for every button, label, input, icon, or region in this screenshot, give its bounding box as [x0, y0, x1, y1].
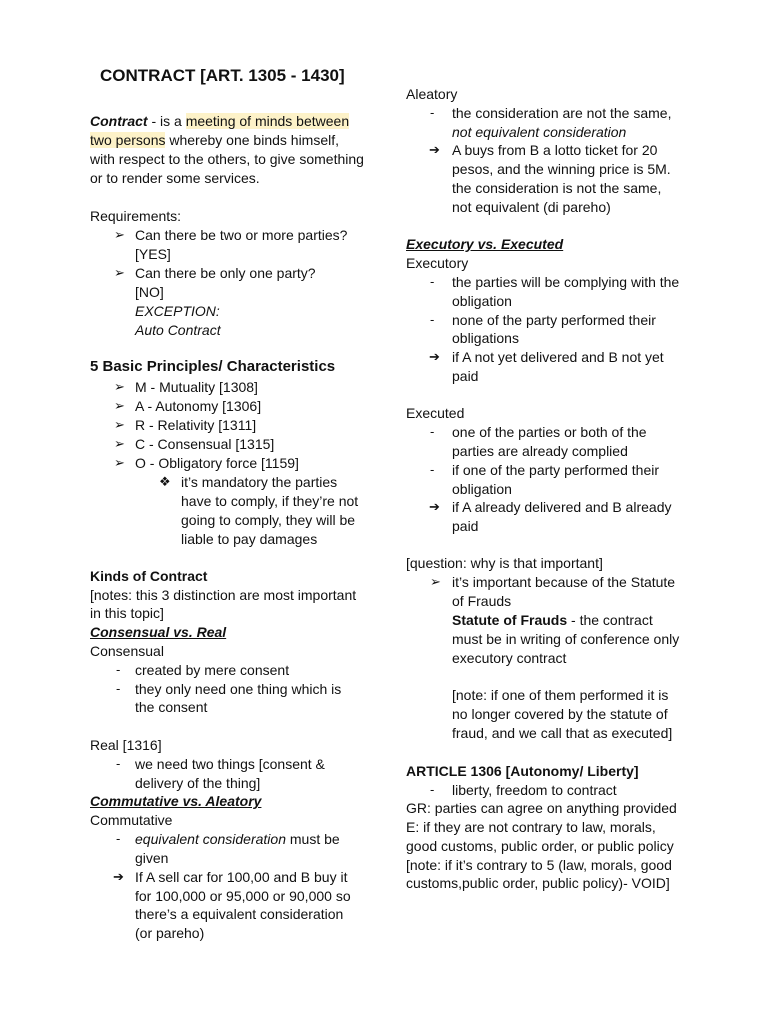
chevron-bullet-icon: ➢ — [114, 436, 125, 451]
executory-example: if A not yet delivered and B not yet — [452, 349, 664, 365]
statute-of-frauds-line: executory contract — [452, 650, 567, 666]
consensual-item: the consent — [135, 699, 208, 715]
executed-example: paid — [452, 518, 479, 534]
executed-item: obligation — [452, 481, 512, 497]
obligatory-note: it’s mandatory the parties — [181, 474, 338, 490]
executed-item: parties are already complied — [452, 443, 628, 459]
chevron-bullet-icon: ➢ — [114, 227, 125, 242]
dash-bullet: - — [430, 105, 435, 120]
executed-label: Executed — [406, 405, 465, 421]
obligatory-note: have to comply, if they’re not — [181, 493, 359, 509]
chevron-bullet-icon: ➢ — [430, 574, 441, 589]
kinds-note: [notes: this 3 distinction are most important — [90, 587, 357, 603]
page-title: CONTRACT [ART. 1305 - 1430] — [100, 66, 345, 85]
requirement-item: Can there be two or more parties? — [135, 227, 348, 243]
commutative-example: for 100,000 or 95,000 or 90,000 so — [135, 888, 351, 904]
executed-item: if one of the party performed their — [452, 462, 659, 478]
aleatory-example: not equivalent (di pareho) — [452, 199, 611, 215]
statute-of-frauds: Statute of Frauds - the contract — [452, 612, 653, 628]
commutative-item: equivalent consideration must be — [135, 831, 340, 847]
requirement-answer: [NO] — [135, 284, 164, 300]
diamond-bullet-icon: ❖ — [159, 474, 171, 489]
definition-line4: or to render some services. — [90, 170, 260, 186]
requirement-exception-detail: Auto Contract — [135, 322, 221, 338]
requirement-answer: [YES] — [135, 246, 171, 262]
arrow-bullet-icon: ➔ — [429, 349, 440, 364]
dash-bullet: - — [430, 274, 435, 289]
dash-bullet: - — [116, 756, 121, 771]
consensual-label: Consensual — [90, 643, 164, 659]
aleatory-item: the consideration are not the same, — [452, 105, 672, 121]
chevron-bullet-icon: ➢ — [114, 455, 125, 470]
dash-bullet: - — [116, 662, 121, 677]
principles-heading: 5 Basic Principles/ Characteristics — [90, 358, 336, 375]
article-line: E: if they are not contrary to law, morals, — [406, 819, 656, 835]
dash-bullet: - — [430, 462, 435, 477]
principle-item: R - Relativity [1311] — [135, 417, 257, 433]
executed-example: if A already delivered and B already — [452, 499, 672, 515]
executory-item: obligation — [452, 293, 512, 309]
arrow-bullet-icon: ➔ — [429, 499, 440, 514]
arrow-bullet-icon: ➔ — [429, 142, 440, 157]
kinds-heading: Kinds of Contract — [90, 568, 208, 584]
commutative-example: there’s a equivalent consideration — [135, 906, 344, 922]
note-line: no longer covered by the statute of — [452, 706, 668, 722]
question-answer: of Frauds — [452, 593, 512, 609]
consensual-real-heading: Consensual vs. Real — [90, 624, 227, 640]
executory-example: paid — [452, 368, 479, 384]
executory-item: the parties will be complying with the — [452, 274, 680, 290]
principle-item: C - Consensual [1315] — [135, 436, 275, 452]
obligatory-note: going to comply, they will be — [181, 512, 356, 528]
aleatory-label: Aleatory — [406, 86, 458, 102]
consensual-item: they only need one thing which is — [135, 681, 342, 697]
note-line: fraud, and we call that as executed] — [452, 725, 673, 741]
executory-executed-heading: Executory vs. Executed — [406, 236, 564, 252]
chevron-bullet-icon: ➢ — [114, 398, 125, 413]
definition-line3: with respect to the others, to give something — [90, 151, 364, 167]
note-line: [note: if one of them performed it is — [452, 687, 669, 703]
principle-item: O - Obligatory force [1159] — [135, 455, 299, 471]
aleatory-example: A buys from B a lotto ticket for 20 — [452, 142, 658, 158]
executory-item: obligations — [452, 330, 519, 346]
commutative-aleatory-heading: Commutative vs. Aleatory — [90, 793, 262, 809]
statute-of-frauds-line: must be in writing of conference only — [452, 631, 680, 647]
commutative-example: If A sell car for 100,00 and B buy it — [135, 869, 348, 885]
principle-item: A - Autonomy [1306] — [135, 398, 262, 414]
question-note: [question: why is that important] — [406, 555, 603, 571]
dash-bullet: - — [430, 312, 435, 327]
commutative-label: Commutative — [90, 812, 173, 828]
real-item: delivery of the thing] — [135, 775, 261, 791]
real-item: we need two things [consent & — [135, 756, 325, 772]
requirement-item: Can there be only one party? — [135, 265, 316, 281]
article-item: liberty, freedom to contract — [452, 782, 617, 798]
executory-label: Executory — [406, 255, 469, 271]
question-answer: it’s important because of the Statute — [452, 574, 676, 590]
article-line: [note: if it’s contrary to 5 (law, morals, good — [406, 857, 672, 873]
kinds-note: in this topic] — [90, 605, 164, 621]
arrow-bullet-icon: ➔ — [113, 869, 124, 884]
dash-bullet: - — [430, 782, 435, 797]
dash-bullet: - — [430, 424, 435, 439]
contract-definition: Contract - is a meeting of minds between — [90, 113, 350, 129]
chevron-bullet-icon: ➢ — [114, 417, 125, 432]
chevron-bullet-icon: ➢ — [114, 265, 125, 280]
aleatory-example: the consideration is not the same, — [452, 180, 662, 196]
dash-bullet: - — [116, 831, 121, 846]
executory-item: none of the party performed their — [452, 312, 656, 328]
executed-item: one of the parties or both of the — [452, 424, 647, 440]
aleatory-example: pesos, and the winning price is 5M. — [452, 161, 671, 177]
commutative-example: (or pareho) — [135, 925, 205, 941]
article-line: good customs, public order, or public policy — [406, 838, 674, 854]
commutative-item: given — [135, 850, 169, 866]
article-line: customs,public order, public policy)- VOID] — [406, 875, 670, 891]
real-label: Real [1316] — [90, 737, 162, 753]
obligatory-note: liable to pay damages — [181, 531, 318, 547]
requirements-heading: Requirements: — [90, 208, 182, 224]
requirement-exception: EXCEPTION: — [135, 303, 220, 319]
dash-bullet: - — [116, 681, 121, 696]
article-1306-heading: ARTICLE 1306 [Autonomy/ Liberty] — [406, 763, 639, 779]
aleatory-item: not equivalent consideration — [452, 124, 627, 140]
contract-definition-line2: two persons whereby one binds himself, — [90, 132, 340, 148]
article-line: GR: parties can agree on anything provided — [406, 800, 677, 816]
chevron-bullet-icon: ➢ — [114, 379, 125, 394]
consensual-item: created by mere consent — [135, 662, 290, 678]
principle-item: M - Mutuality [1308] — [135, 379, 258, 395]
